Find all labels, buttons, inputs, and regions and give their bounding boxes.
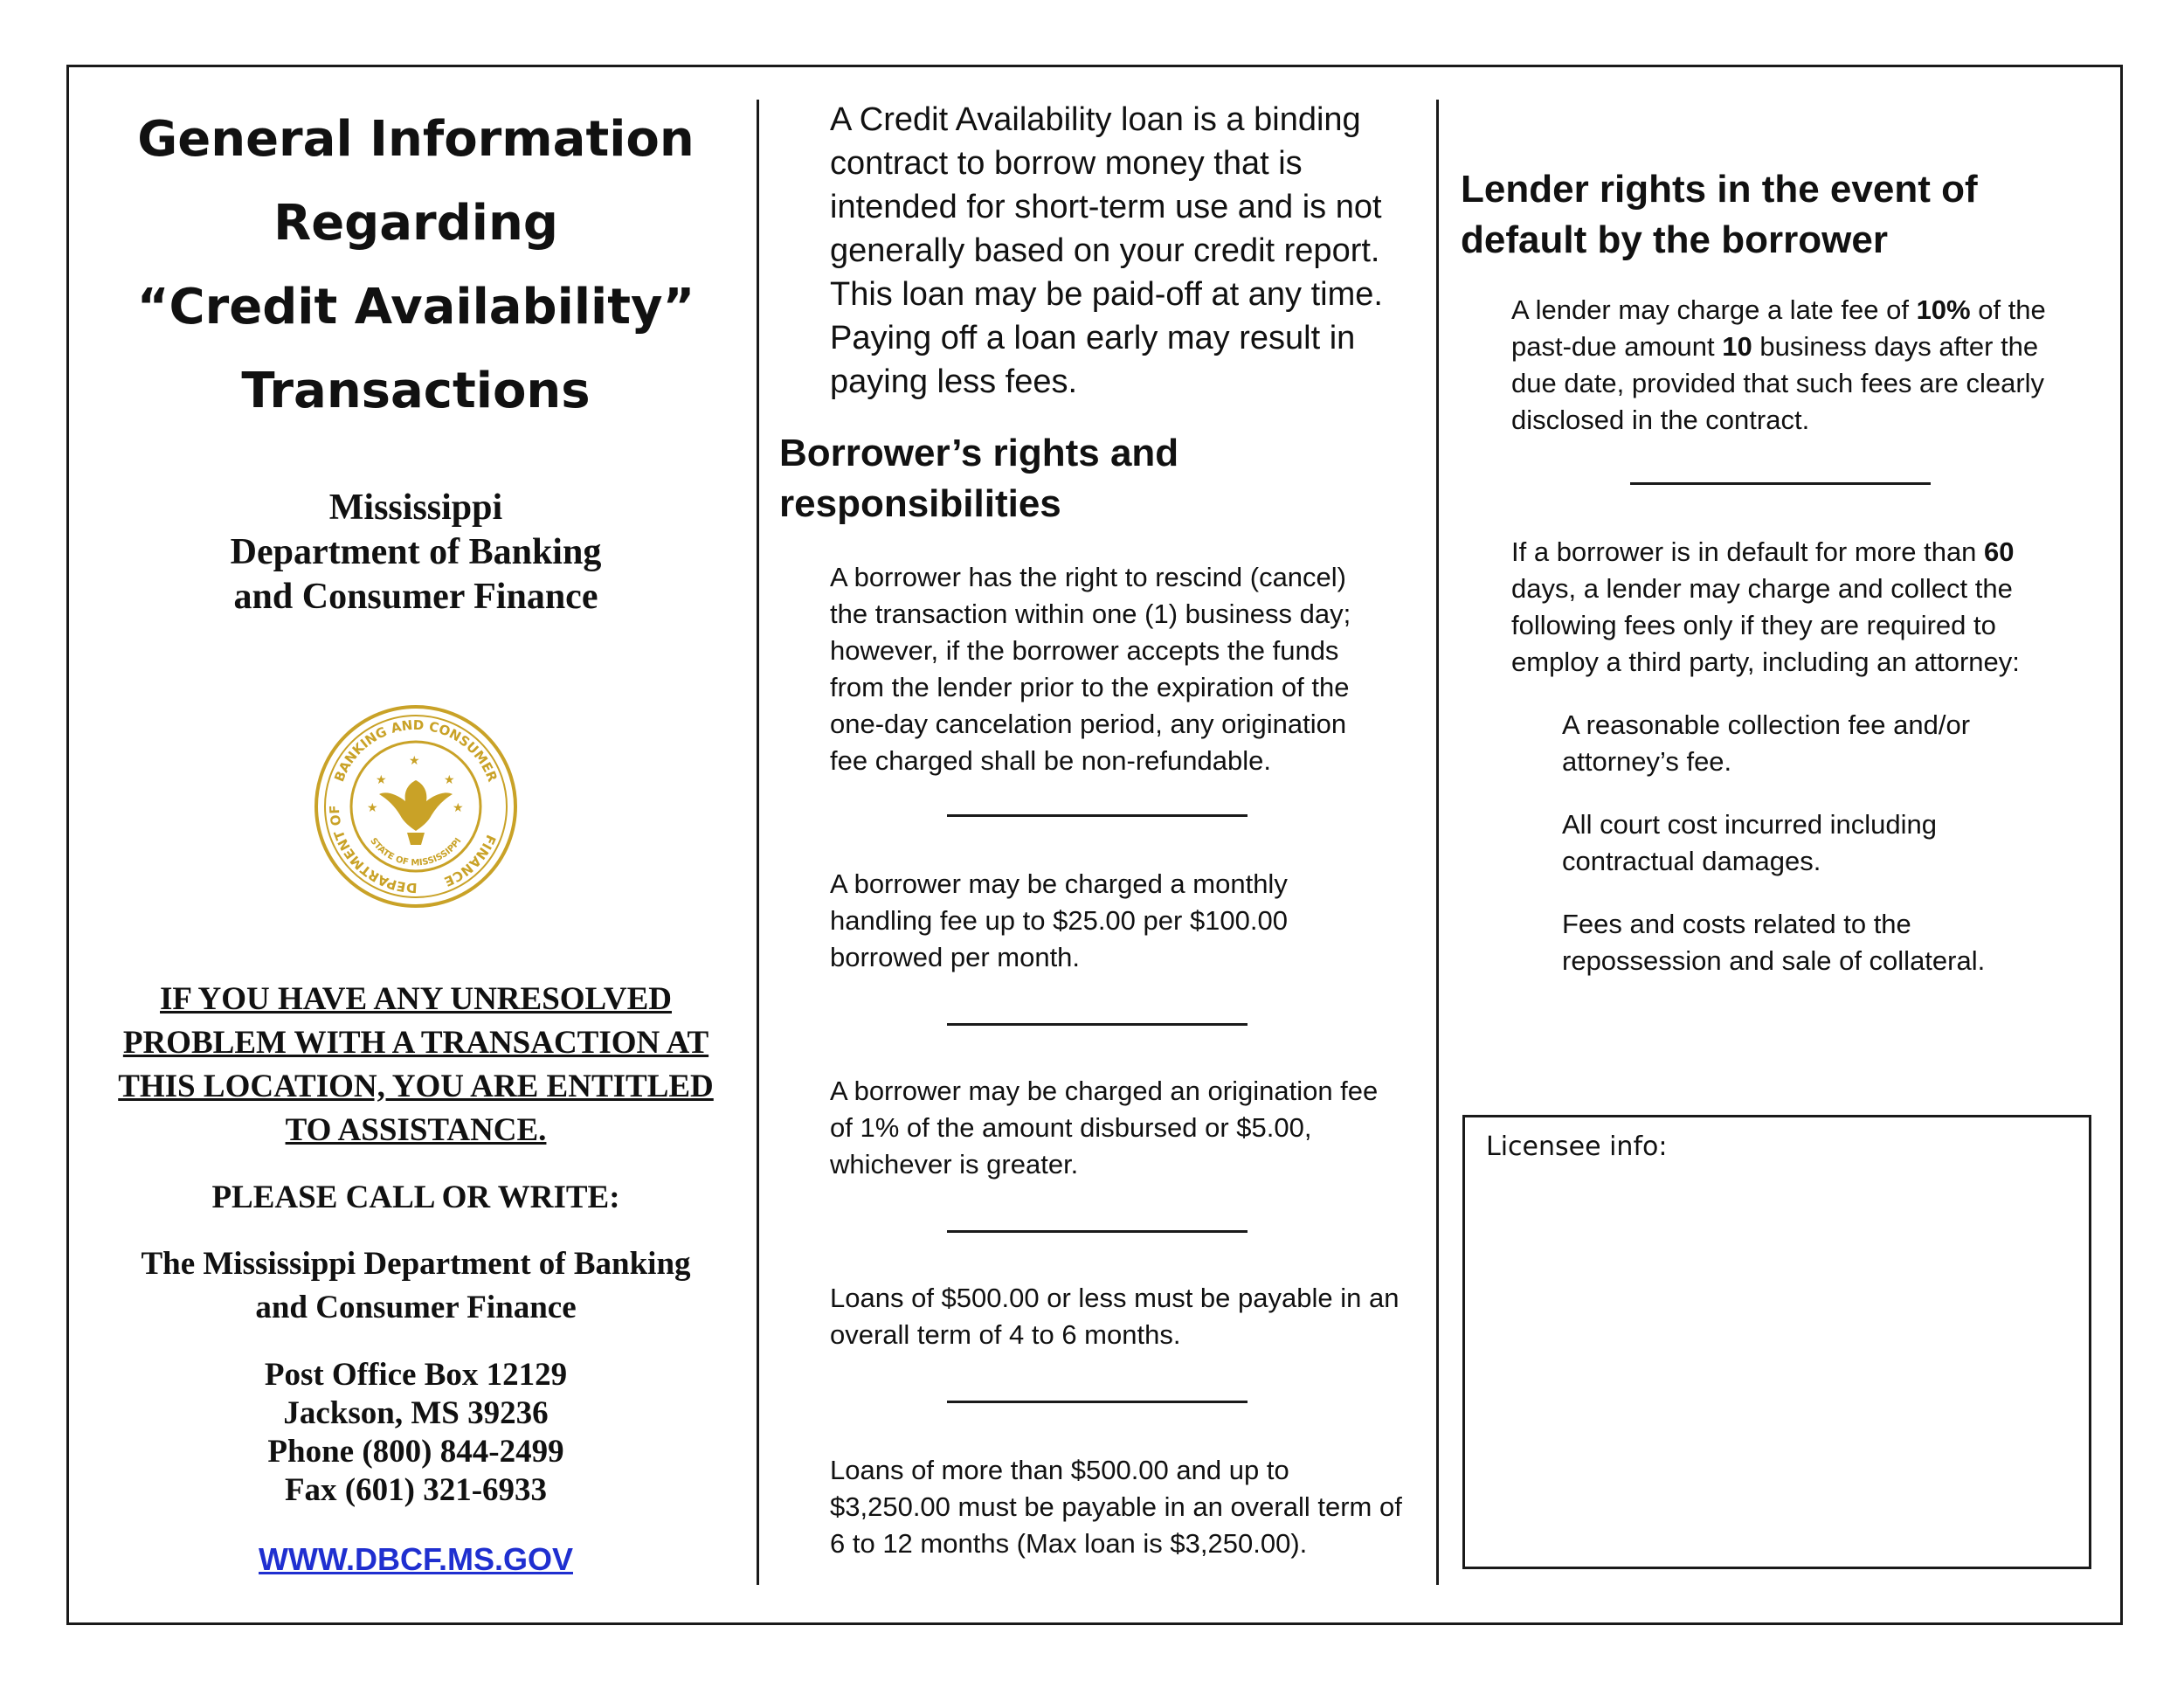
title-line: Regarding [273,195,558,252]
seal-inner-text: STATE OF MISSISSIPPI [368,836,464,868]
call-or-write-heading: PLEASE CALL OR WRITE: [211,1180,620,1215]
svg-text:★: ★ [453,801,464,815]
seal-right-text: FINANCE [441,832,500,890]
agency-line: and Consumer Finance [233,577,598,617]
section-divider [947,1230,1248,1233]
department-line: The Mississippi Department of Banking [141,1246,691,1282]
svg-text:★: ★ [367,801,378,815]
court-cost-item: All court cost incurred including contractual damages. [1562,809,1938,876]
state-seal-icon [313,703,519,910]
collection-fee-item: A reasonable collection fee and/or attorney’s fee. [1562,709,1971,777]
lender-rights-heading: Lender rights in the event of default by the borrower [1461,168,1978,261]
licensee-info-box [1462,1115,2091,1569]
section-divider [947,1401,1248,1403]
left-panel [87,98,744,1578]
seal-top-text: BANKING AND CONSUMER [331,716,501,785]
section-divider [1630,482,1931,485]
website-link[interactable]: WWW.DBCF.MS.GOV [259,1541,573,1577]
fax-number: Fax (601) 321-6933 [284,1472,548,1508]
notice-line: PROBLEM WITH A TRANSACTION AT [122,1025,709,1061]
title-line: Transactions [241,363,591,419]
main-title [87,98,744,433]
origination-fee-paragraph: A borrower may be charged an origination fee of 1% of the amount disbursed or $5.00, whichever is greater. [830,1076,1379,1180]
small-loan-term-paragraph: Loans of $500.00 or less must be payable in an overall term of 4 to 6 months. [830,1283,1400,1350]
assistance-notice [87,978,744,1152]
column-divider-left [757,100,759,1585]
title-line: “Credit Availability” [136,279,695,336]
notice-line: TO ASSISTANCE. [285,1112,547,1148]
late-fee-text: A lender may charge a late fee of [1511,294,1917,325]
handling-fee-paragraph: A borrower may be charged a monthly handling fee up to $25.00 per $100.00 borrowed per month. [830,868,1289,972]
agency-name [87,486,744,619]
default-text: If a borrower is in default for more than [1511,536,1985,567]
late-fee-percent: 10% [1916,294,1971,325]
large-loan-term-paragraph: Loans of more than $500.00 and up to $3,250.00 must be payable in an overall term of 6 to 12 months (Max loan is $3,250.00). [830,1455,1402,1559]
svg-text:★: ★ [376,773,387,787]
late-fee-text: of the past-due amount [1511,294,2046,362]
seal-left-text: DEPARTMENT OF [326,805,418,896]
column-divider-right [1436,100,1439,1585]
default-days: 60 [1984,536,2015,567]
borrower-rights-heading: Borrower’s rights and responsibilities [779,432,1179,525]
intro-paragraph: A Credit Availability loan is a binding contract to borrow money that is intended for short-term use and is not generally based on your credit report. This loan may be paid-off at any time. Paying off a loan early may result in paying less fees. [830,101,1383,400]
title-line: General Information [137,111,695,168]
middle-panel [779,98,1408,1562]
rescind-paragraph: A borrower has the right to rescind (cancel) the transaction within one (1) business day; however, if the borrower accepts the funds from the lender prior to the expiration of the one-day cancelation period, any origination fee charged shall be non-refundable. [830,562,1351,776]
agency-line: Department of Banking [230,532,602,572]
default-text: days, a lender may charge and collect the following fees only if they are required to employ a third party, including an attorney: [1511,573,2020,677]
default-paragraph [1511,534,2070,681]
section-divider [947,814,1248,817]
late-fee-days: 10 [1722,331,1752,362]
contact-address [87,1356,744,1510]
notice-line: THIS LOCATION, YOU ARE ENTITLED [118,1069,714,1104]
right-panel [1461,164,2107,979]
repossession-fee-item: Fees and costs related to the repossession and sale of collateral. [1562,909,1986,976]
late-fee-paragraph [1511,292,2070,439]
department-line: and Consumer Finance [255,1290,577,1325]
section-divider [947,1023,1248,1026]
licensee-info-label: Licensee info: [1486,1131,1668,1162]
phone-number: Phone (800) 844-2499 [267,1434,564,1470]
notice-line: IF YOU HAVE ANY UNRESOLVED [160,981,672,1017]
svg-text:★: ★ [444,773,455,787]
department-name [87,1242,744,1330]
agency-line: Mississippi [328,488,503,528]
city-state-zip: Jackson, MS 39236 [283,1395,549,1431]
late-fee-text: business days after the due date, provided that such fees are clearly disclosed in the contract. [1511,331,2045,435]
svg-text:★: ★ [409,754,420,768]
po-box: Post Office Box 12129 [264,1357,568,1393]
